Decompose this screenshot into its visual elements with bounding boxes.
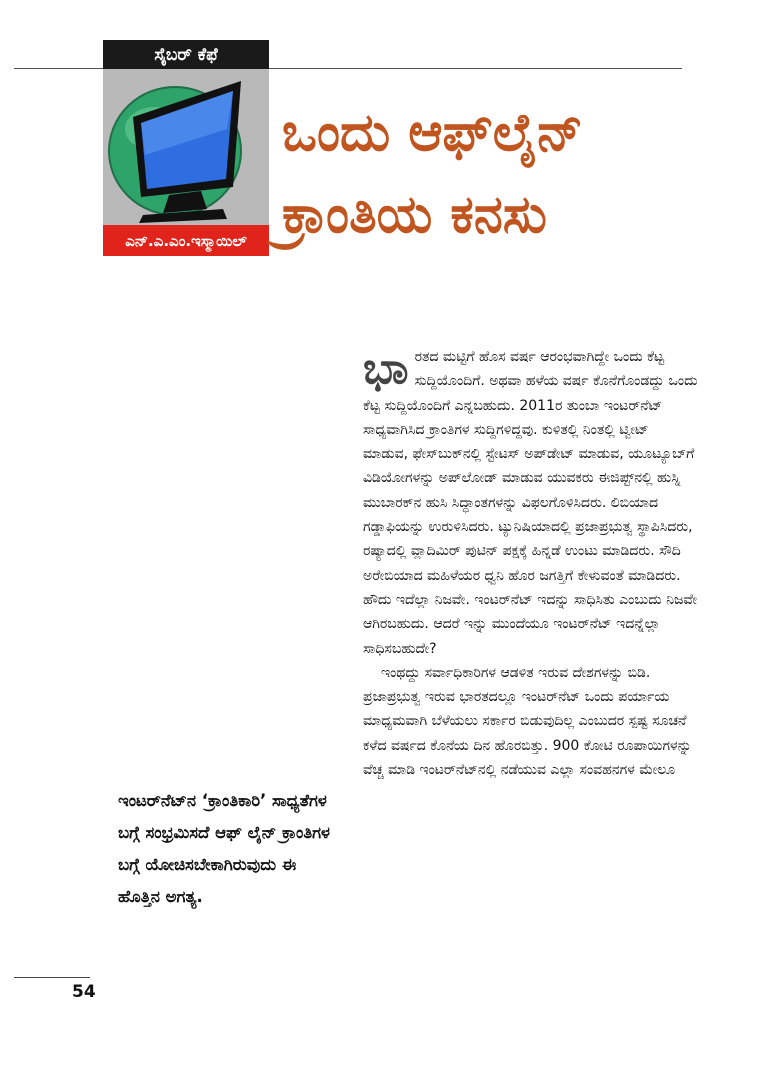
computer-monitor-icon bbox=[103, 69, 269, 225]
column-tag: ಸೈಬರ್ ಕೆಫೆ bbox=[103, 40, 269, 69]
paragraph-text: ರತದ ಮಟ್ಟಿಗೆ ಹೊಸ ವರ್ಷ ಆರಂಭವಾಗಿದ್ದೇ ಒಂದು ಕೆಟ್ಟ ಸುದ್ದಿಯೊಂದಿಗೆ. ಅಥವಾ ಹಳೆಯ ವರ್ಷ ಕೊನೆಗೊಂಡದ್ದು ಒಂದು ಕೆಟ್ಟ ಸುದ್ದಿಯೊಂದಿಗೆ ಎನ್ನಬಹುದು. 2011ರ ತುಂಬಾ ಇಂಟರ್‌ನೆಟ್ ಸಾಧ್ಯವಾಗಿಸಿದ ಕ್ರಾಂತಿಗಳ ಸುದ್ದಿಗಳಿದ್ದವು. ಕುಳಿತಲ್ಲಿ ನಿಂತಲ್ಲಿ ಟ್ವೀಟ್ ಮಾಡುವ, ಫೇಸ್‌ಬುಕ್‌ನಲ್ಲಿ ಸ್ಟೇಟಸ್ ಅಪ್‌ಡೇಟ್ ಮಾಡುವ, ಯೂಟ್ಯೂಬ್‌ಗೆ ವಿಡಿಯೋಗಳನ್ನು ಅಪ್‌ಲೋಡ್ ಮಾಡುವ ಯುವಕರು ಈಜಿಪ್ಟ್‌ನಲ್ಲಿ ಹುಸ್ನಿ ಮುಬಾರಕ್‌ನ ಹುಸಿ ಸಿದ್ಧಾಂತಗಳನ್ನು ವಿಫಲಗೊಳಿಸಿದರು. ಲಿಬಿಯಾದ ಗಡ್ಡಾಫಿಯನ್ನು ಉರುಳಿಸಿದರು. ಟ್ಯುನಿಷಿಯಾದಲ್ಲಿ ಪ್ರಜಾಪ್ರಭುತ್ವ ಸ್ಥಾಪಿಸಿದರು, ರಷ್ಯಾದಲ್ಲಿ ವ್ಲಾದಿಮಿರ್ ಪುಟಿನ್ ಪಕ್ಷಕ್ಕೆ ಹಿನ್ನಡೆ ಉಂಟು ಮಾಡಿದರು. ಸೌದಿ ಅರೇಬಿಯಾದ ಮಹಿಳೆಯರ ಧ್ವನಿ ಹೊರ ಜಗತ್ತಿಗೆ ಕೇಳುವಂತೆ ಮಾಡಿದರು. ಹೌದು ಇದೆಲ್ಲಾ ನಿಜವೇ. ಇಂಟರ್‌ನೆಟ್ ಇದನ್ನು ಸಾಧಿಸಿತು ಎಂಬುದು ನಿಜವೇ ಆಗಿರಬಹುದು. ಆದರೆ ಇನ್ನು ಮುಂದೆಯೂ ಇಂಟರ್‌ನೆಟ್ ಇದನ್ನೆಲ್ಲಾ ಸಾಧಿಸಬಹುದೇ? bbox=[363, 349, 698, 657]
page-number: 54 bbox=[72, 982, 96, 1002]
author-name: ಎನ್.ಎ.ಎಂ.ಇಸ್ಮಾಯಿಲ್ bbox=[103, 225, 269, 256]
footer-rule bbox=[14, 977, 90, 978]
column-logo bbox=[103, 69, 269, 225]
paragraph: ಇಂಥದ್ದು ಸರ್ವಾಧಿಕಾರಿಗಳ ಆಡಳಿತ ಇರುವ ದೇಶಗಳನ್ನು ಬಿಡಿ. ಪ್ರಜಾಪ್ರಭುತ್ವ ಇರುವ ಭಾರತದಲ್ಲೂ ಇಂಟರ್‌ನೆಟ್ ಒಂದು ಪರ್ಯಾಯ ಮಾಧ್ಯಮವಾಗಿ ಬೆಳೆಯಲು ಸರ್ಕಾರ ಬಿಡುವುದಿಲ್ಲ ಎಂಬುದರ ಸ್ಪಷ್ಟ ಸೂಚನೆ ಕಳೆದ ವರ್ಷದ ಕೊನೆಯ ದಿನ ಹೊರಬಿತ್ತು. 900 ಕೋಟಿ ರೂಪಾಯಿಗಳನ್ನು ವೆಚ್ಚ ಮಾಡಿ ಇಂಟರ್‌ನೆಟ್‌ನಲ್ಲಿ ನಡೆಯುವ ಎಲ್ಲಾ ಸಂವಹನಗಳ ಮೇಲೂ bbox=[363, 664, 692, 779]
headline-line-1: ಒಂದು ಆಫ್‌ಲೈನ್ bbox=[282, 102, 583, 163]
headline bbox=[282, 92, 702, 256]
paragraph bbox=[363, 345, 698, 661]
article-body bbox=[363, 345, 698, 782]
headline-line-2: ಕ್ರಾಂತಿಯ ಕನಸು bbox=[282, 184, 547, 245]
pull-quote: ಇಂಟರ್‌ನೆಟ್‌ನ ‘ಕ್ರಾಂತಿಕಾರಿ’ ಸಾಧ್ಯತೆಗಳ ಬಗ್ಗೆ ಸಂಭ್ರಮಿಸದೆ ಆಫ್ ಲೈನ್ ಕ್ರಾಂತಿಗಳ ಬಗ್ಗೆ ಯೋಚಿಸಬೇಕಾಗಿರುವುದು ಈ ಹೊತ್ತಿನ ಅಗತ್ಯ. bbox=[118, 791, 330, 906]
drop-cap: ಭಾ bbox=[363, 343, 409, 394]
